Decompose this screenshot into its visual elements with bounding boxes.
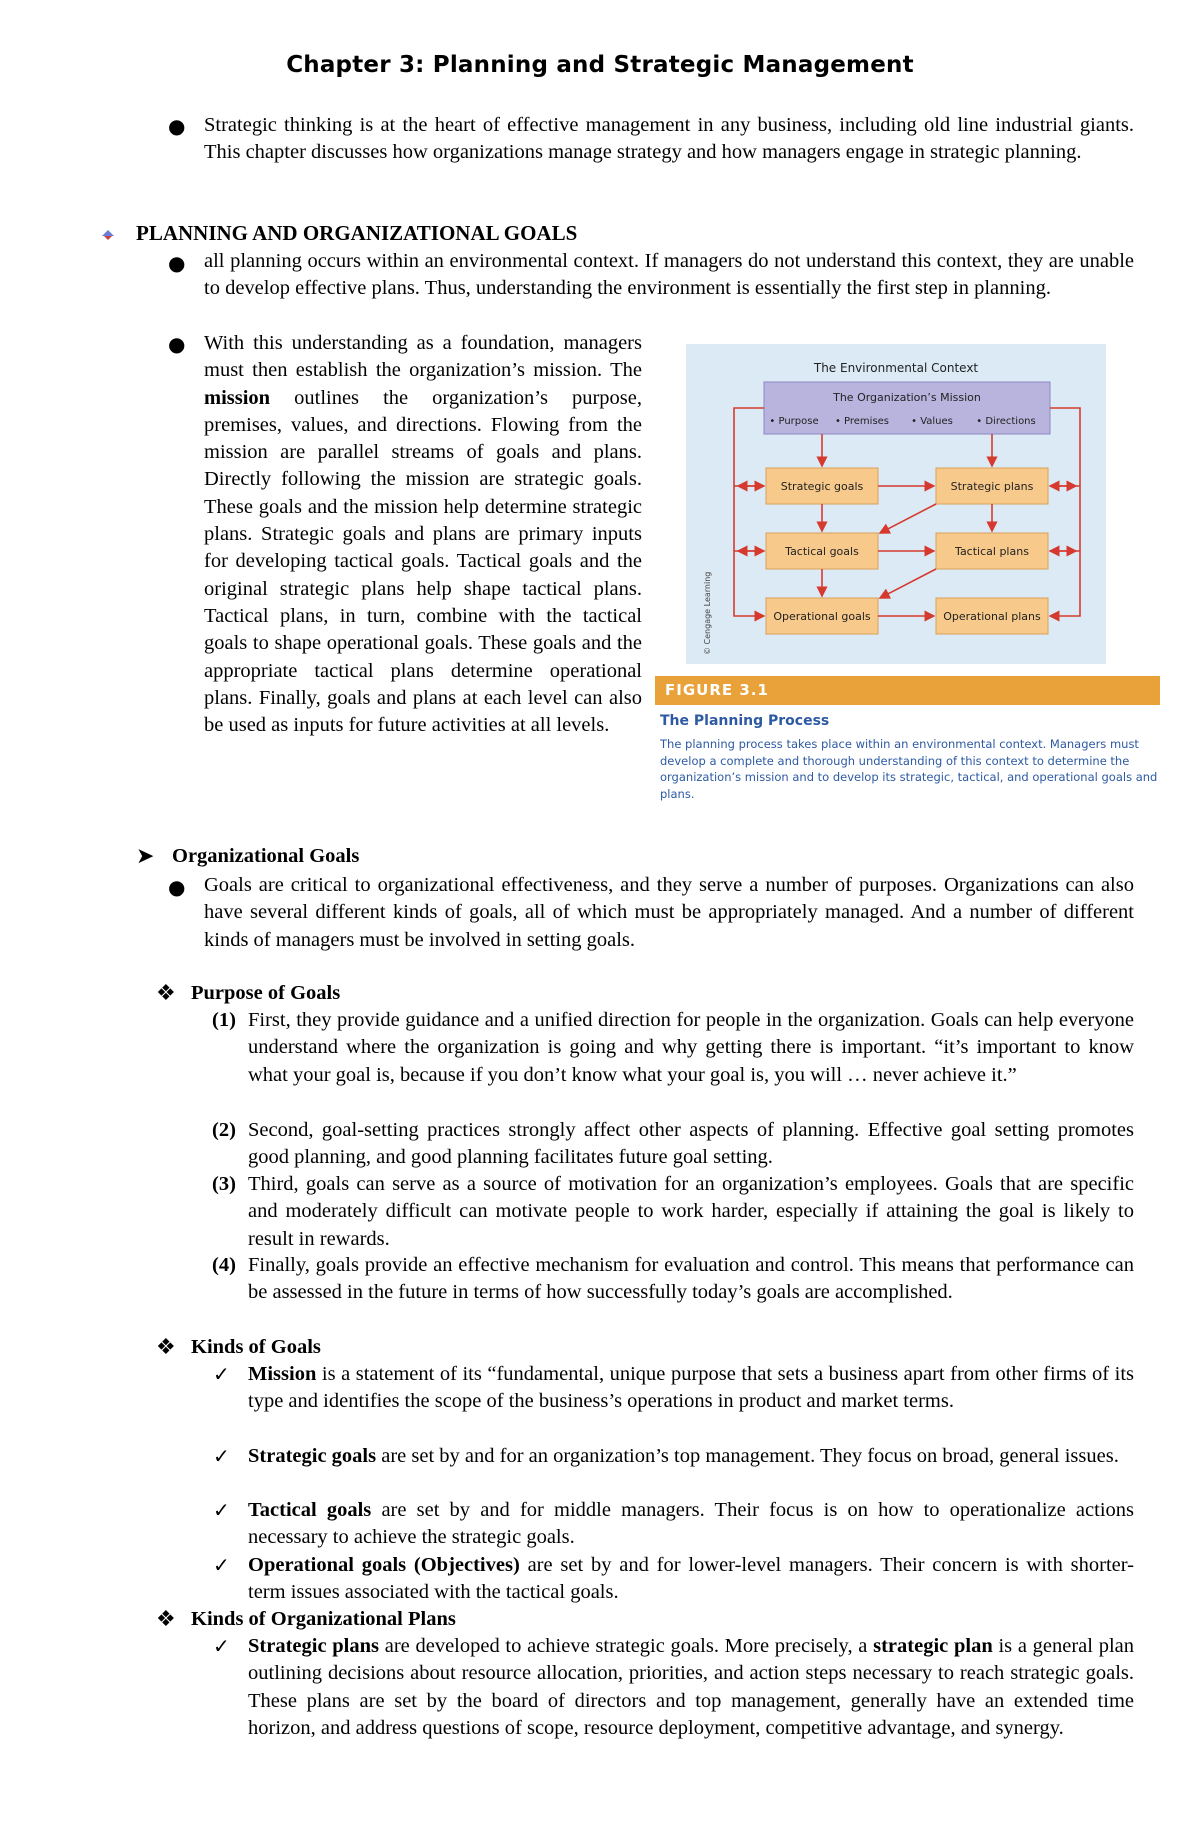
plan-text-b: is a general plan outlining decisions about resource allocation, priorities, and action steps necessary to reach strategic goals. These plans are set by the board of directors and top management, generally have an extended time horizon, and address questions of scope, resource deployment, competitive advantage, and synergy.	[248, 1635, 1134, 1739]
kinds-goals-item-4	[248, 1552, 1134, 1607]
purpose-heading: Purpose of Goals	[191, 982, 341, 1004]
purpose-num-1-label: (1)	[212, 1009, 236, 1031]
bullet-dot: ●	[168, 332, 186, 356]
bullet-dot: ●	[168, 875, 186, 899]
planning-process-figure	[686, 344, 1106, 664]
plan-text-a: are developed to achieve strategic goals. More precisely, a	[379, 1635, 874, 1657]
figure-caption: The planning process takes place within an environmental context. Managers must develop a complete and thorough understanding of this context to determine the organization’s mission and to develop its strategic, tactical, and operational goals and plans.	[660, 737, 1158, 801]
kind-text-tactical: are set by and for middle managers. Their focus is on how to operationalize actions necessary to achieve the strategic goals.	[248, 1499, 1134, 1549]
purpose-num-2-label: (2)	[212, 1119, 236, 1141]
check-icon: ✓	[213, 1498, 230, 1522]
tactical-goals-label: Tactical goals	[785, 545, 859, 558]
bullet-dot: ●	[168, 114, 186, 138]
purpose-num-3	[212, 1171, 248, 1198]
kinds-plans-item-1	[248, 1633, 1134, 1742]
page-title: Chapter 3: Planning and Strategic Management	[286, 52, 914, 78]
operational-plans-label: Operational plans	[943, 610, 1041, 623]
kind-term-operational: Operational goals (Objectives)	[248, 1554, 520, 1576]
intro-paragraph: Strategic thinking is at the heart of effective management in any business, including old line industrial giants. This chapter discusses how organizations manage strategy and how managers engage in strategic planning.	[204, 114, 1134, 164]
purpose-item-3: Third, goals can serve as a source of motivation for an organization’s employees. Goals that are specific and moderately difficult can motivate people to work harder, especially if attaining the goal is likely to result in rewards.	[248, 1173, 1134, 1250]
arrow-head-icon: ➤	[136, 844, 155, 869]
section1-bullet-1: all planning occurs within an environmental context. If managers do not understand this context, they are unable to develop effective plans. Thus, understanding the environment is essentially the first step in planning.	[204, 250, 1134, 300]
plan-term-strategic-plan: strategic plan	[873, 1635, 993, 1657]
purpose-num-2	[212, 1117, 248, 1144]
org-goals-text: Goals are critical to organizational effectiveness, and they serve a number of purposes. Organizations can also have several different kinds of goals, all of which must be appropriately managed. And a number of different kinds of managers must be involved in setting goals.	[204, 874, 1134, 951]
check-icon: ✓	[213, 1553, 230, 1577]
kind-text-strategic: are set by and for an organization’s top management. They focus on broad, general issues.	[376, 1445, 1119, 1467]
mission-label: The Organization’s Mission	[833, 391, 981, 404]
bullet2-bold-term: mission	[204, 386, 271, 409]
purpose-num-4-label: (4)	[212, 1254, 236, 1276]
purpose-item-1: First, they provide guidance and a unified direction for people in the organization. Goals can help everyone understand where the organization is going and why getting there is important. “it’s important to know what your goal is, because if you don’t know what your goal is, you will … never achieve it.”	[248, 1009, 1134, 1086]
kinds-goals-item-2	[248, 1443, 1134, 1470]
kind-text-operational: are set by and for lower-level managers. Their concern is with shorter-term issues associated with the tactical goals.	[248, 1554, 1134, 1604]
check-icon: ✓	[213, 1634, 230, 1658]
mission-item-purpose: • Purpose	[769, 416, 819, 427]
context-label: The Environmental Context	[813, 361, 979, 375]
kind-term-strategic: Strategic goals	[248, 1445, 377, 1467]
strategic-goals-label: Strategic goals	[780, 480, 864, 493]
section-marker-icon	[100, 226, 116, 242]
figure-banner: FIGURE 3.1	[655, 676, 1160, 705]
operational-goals-label: Operational goals	[773, 610, 871, 623]
diamond-icon: ❖	[156, 1335, 176, 1360]
mission-item-premises: • Premises	[834, 416, 890, 427]
kind-term-mission: Mission	[248, 1363, 317, 1385]
org-goals-heading: Organizational Goals	[172, 845, 360, 867]
section1-bullet-2	[204, 330, 642, 739]
strategic-plans-label: Strategic plans	[950, 480, 1034, 493]
planning-process-diagram	[686, 344, 1106, 664]
purpose-item-4: Finally, goals provide an effective mechanism for evaluation and control. This means that performance can be assessed in the future in terms of how successfully today’s goals are accomplished.	[248, 1254, 1134, 1304]
check-icon: ✓	[213, 1444, 230, 1468]
mission-item-directions: • Directions	[976, 416, 1036, 427]
section-heading: PLANNING AND ORGANIZATIONAL GOALS	[136, 221, 578, 245]
tactical-plans-label: Tactical plans	[955, 545, 1029, 558]
kinds-goals-item-1	[248, 1361, 1134, 1416]
purpose-item-2: Second, goal-setting practices strongly affect other aspects of planning. Effective goal setting promotes good planning, and good planning facilitates future goal setting.	[248, 1119, 1134, 1169]
bullet-dot: ●	[168, 251, 186, 275]
bullet2-text-a: With this understanding as a foundation, managers must then establish the organization’s mission. The	[204, 332, 642, 382]
diamond-icon: ❖	[156, 981, 176, 1006]
kinds-goals-item-3	[248, 1497, 1134, 1552]
kind-term-tactical: Tactical goals	[248, 1499, 372, 1521]
check-icon: ✓	[213, 1362, 230, 1386]
purpose-num-1	[212, 1007, 248, 1034]
figure-caption-title: The Planning Process	[660, 713, 830, 729]
diagram-arrows	[734, 408, 1080, 616]
purpose-num-4	[212, 1252, 248, 1279]
kind-text-mission: is a statement of its “fundamental, unique purpose that sets a business apart from other firms of its type and identifies the scope of the business’s operations in product and market terms.	[248, 1363, 1134, 1413]
purpose-num-3-label: (3)	[212, 1173, 236, 1195]
plan-term-strategic: Strategic plans	[248, 1635, 379, 1657]
kinds-plans-heading: Kinds of Organizational Plans	[191, 1608, 456, 1630]
bullet2-text-b: outlines the organization’s purpose, premises, values, and directions. Flowing from the mission are parallel streams of goals and plans. Directly following the mission are strategic goals. These goals and the mission help determine strategic plans. Strategic goals and plans are primary inputs for developing tactical goals. Tactical goals and the original strategic plans help shape tactical plans. Tactical plans, in turn, combine with the tactical goals to shape operational goals. These goals and the appropriate tactical plans determine operational plans. Finally, goals and plans at each level can also be used as inputs for future activities at all levels.	[204, 386, 642, 737]
mission-item-values: • Values	[911, 416, 953, 427]
figure-credit	[703, 631, 712, 655]
kinds-goals-heading: Kinds of Goals	[191, 1336, 321, 1358]
diamond-icon: ❖	[156, 1607, 176, 1632]
